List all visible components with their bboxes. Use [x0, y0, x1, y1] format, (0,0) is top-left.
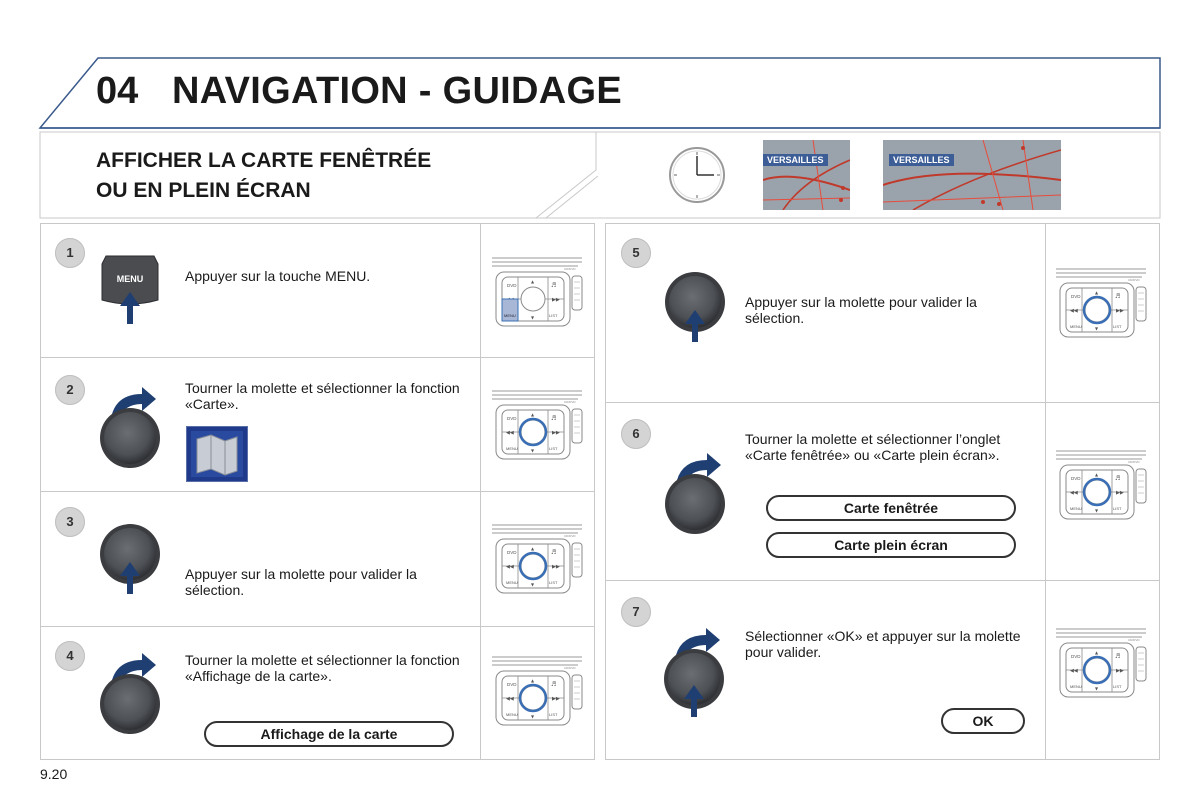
step-number: 4	[55, 641, 85, 671]
chapter-title: NAVIGATION - GUIDAGE	[172, 70, 623, 112]
control-panel-icon	[488, 247, 588, 337]
page-number: 9.20	[40, 766, 68, 782]
step-5-text: Appuyer sur la molette pour valider la sélection.	[745, 294, 977, 326]
step-4-text: Tourner la molette et sélectionner la fonction «Affichage de la carte».	[185, 652, 460, 684]
step-number: 7	[621, 597, 651, 627]
option-carte-plein-ecran: Carte plein écran	[766, 532, 1016, 558]
map-fullscreen-thumbnail	[883, 140, 1061, 210]
control-panel-icon	[1052, 618, 1152, 708]
step-number: 5	[621, 238, 651, 268]
step-number: 3	[55, 507, 85, 537]
divider	[605, 580, 1160, 581]
menu-key-icon	[100, 254, 160, 328]
divider	[605, 402, 1160, 403]
control-panel-icon	[488, 514, 588, 604]
step-number: 2	[55, 375, 85, 405]
divider	[40, 626, 595, 627]
rotate-knob-icon	[100, 384, 162, 472]
chapter-number: 04	[96, 70, 139, 112]
step-6-text: Tourner la molette et sélectionner l’onglet «Carte fenêtrée» ou «Carte plein écran».	[745, 431, 1001, 463]
rotate-knob-icon	[665, 450, 727, 538]
menu-key-label: MENU	[116, 274, 144, 284]
step-1-text: Appuyer sur la touche MENU.	[185, 268, 371, 284]
step-number: 1	[55, 238, 85, 268]
section-title	[96, 146, 431, 206]
option-ok: OK	[941, 708, 1025, 734]
map-window-thumbnail	[763, 140, 850, 210]
step-2-text: Tourner la molette et sélectionner la fonction «Carte».	[185, 380, 460, 412]
step-3-text: Appuyer sur la molette pour valider la sélection.	[185, 566, 417, 598]
step-number: 6	[621, 419, 651, 449]
control-panel-icon	[488, 646, 588, 736]
step-7-text: Sélectionner «OK» et appuyer sur la molette pour valider.	[745, 628, 1021, 660]
map-label-1: VERSAILLES	[763, 154, 828, 166]
divider	[40, 357, 595, 358]
control-panel-icon	[488, 380, 588, 470]
press-knob-icon	[665, 272, 727, 348]
control-panel-icon	[1052, 440, 1152, 530]
option-carte-fenetree: Carte fenêtrée	[766, 495, 1016, 521]
rotate-knob-icon	[100, 650, 162, 738]
press-knob-icon	[100, 524, 162, 600]
clock-icon	[668, 146, 726, 204]
section-title-line-1: AFFICHER LA CARTE FENÊTRÉE	[96, 149, 432, 172]
rotate-press-knob-icon	[664, 625, 726, 721]
option-affichage-carte: Affichage de la carte	[204, 721, 454, 747]
map-label-2: VERSAILLES	[889, 154, 954, 166]
right-column-divider	[1045, 223, 1046, 760]
map-function-icon	[186, 426, 248, 482]
section-title-line-2: OU EN PLEIN ÉCRAN	[96, 179, 311, 202]
divider	[40, 491, 595, 492]
control-panel-icon	[1052, 258, 1152, 348]
svg-text:MENU: MENU	[504, 313, 516, 318]
